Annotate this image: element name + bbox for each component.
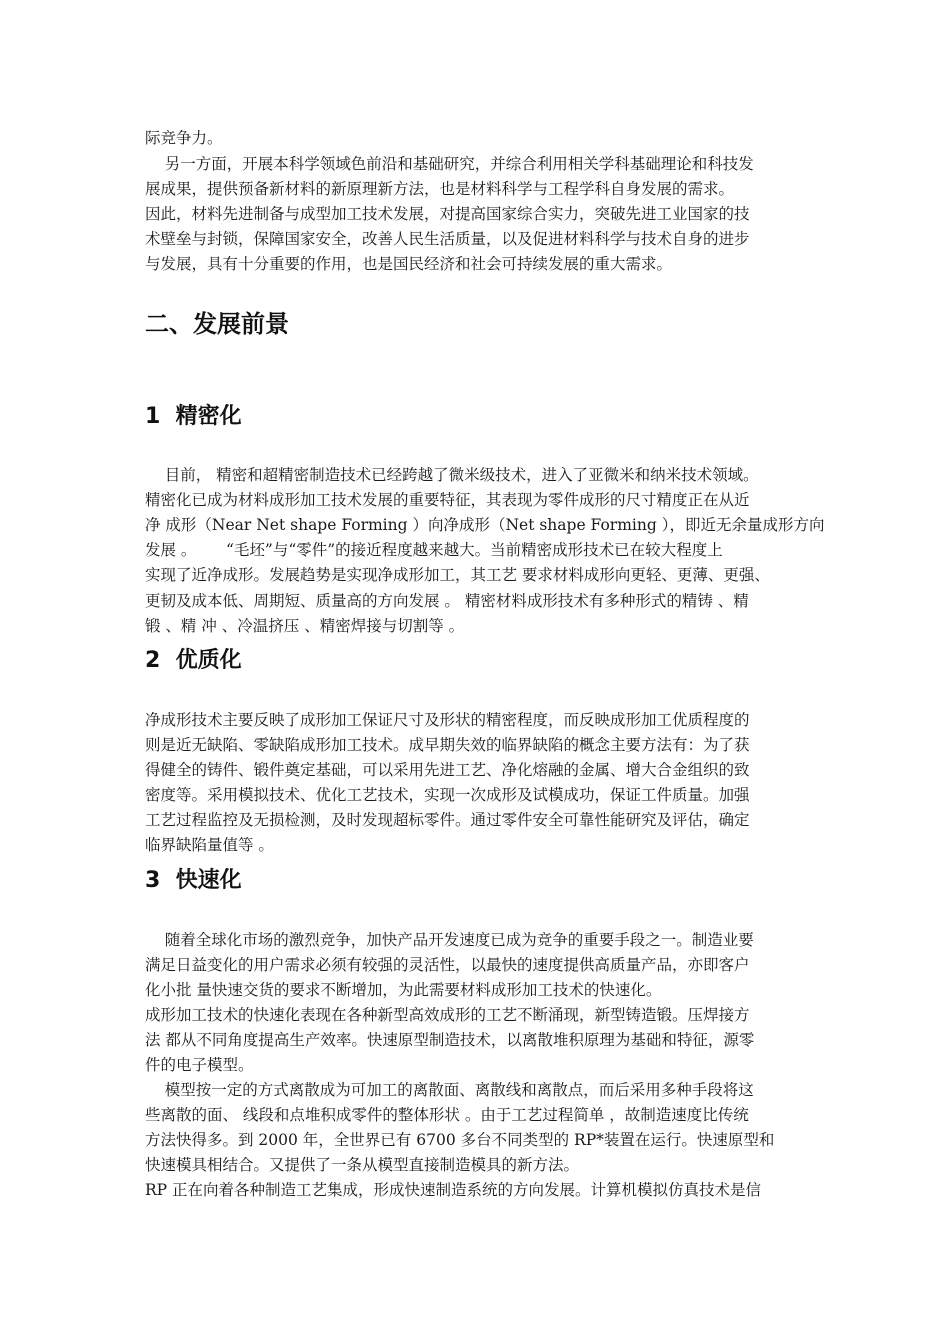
paragraph-line: 化小批 量快速交货的要求不断增加，为此需要材料成形加工技术的快速化。	[145, 981, 662, 999]
paragraph-line: 方法快得多。到 2000 年，全世界已有 6700 多台不同类型的 RP*装置在运行。快速原型和	[145, 1131, 775, 1149]
paragraph-line: 另一方面，开展本科学领域色前沿和基础研究，并综合利用相关学科基础理论和科技发	[145, 155, 754, 173]
subsection-heading: 1 精密化	[145, 404, 242, 429]
paragraph-line: RP 正在向着各种制造工艺集成，形成快速制造系统的方向发展。计算机模拟仿真技术是信	[145, 1181, 762, 1199]
paragraph-line: 因此，材料先进制备与成型加工技术发展，对提高国家综合实力，突破先进工业国家的技	[145, 205, 750, 223]
paragraph-line: 件的电子模型。	[145, 1056, 254, 1074]
paragraph-line: 密度等。采用模拟技术、优化工艺技术，实现一次成形及试模成功，保证工件质量。加强	[145, 786, 750, 804]
paragraph-line: 际竞争力。	[145, 129, 223, 147]
paragraph-line: 目前， 精密和超精密制造技术已经跨越了微米级技术，进入了亚微米和纳米技术领域。	[145, 466, 759, 484]
paragraph-line: 法 都从不同角度提高生产效率。快速原型制造技术，以离散堆积原理为基础和特征，源零	[145, 1031, 755, 1049]
paragraph-line: 些离散的面、 线段和点堆积成零件的整体形状 。由于工艺过程简单 ，故制造速度比传统	[145, 1106, 749, 1124]
paragraph-line: 精密化已成为材料成形加工技术发展的重要特征，其表现为零件成形的尺寸精度正在从近	[145, 491, 750, 509]
paragraph-line: 净 成形（Near Net shape Forming ）向净成形（Net shape Forming ），即近无余量成形方向	[145, 516, 825, 534]
paragraph-line: 与发展，具有十分重要的作用，也是国民经济和社会可持续发展的重大需求。	[145, 255, 673, 273]
paragraph-line: 快速模具相结合。又提供了一条从模型直接制造模具的新方法。	[145, 1156, 580, 1174]
paragraph-line: 满足日益变化的用户需求必须有较强的灵活性，以最快的速度提供高质量产品，亦即客户	[145, 956, 750, 974]
paragraph-line: 随着全球化市场的激烈竞争，加快产品开发速度已成为竞争的重要手段之一。制造业要	[145, 931, 754, 949]
paragraph-line: 发展 。 “毛坯”与“零件”的接近程度越来越大。当前精密成形技术已在较大程度上	[145, 541, 723, 559]
subsection-heading: 2 优质化	[145, 648, 242, 673]
paragraph-line: 更韧及成本低、周期短、质量高的方向发展 。 精密材料成形技术有多种形式的精铸 、精	[145, 592, 749, 610]
paragraph-line: 则是近无缺陷、零缺陷成形加工技术。成早期失效的临界缺陷的概念主要方法有：为了获	[145, 736, 750, 754]
paragraph-line: 成形加工技术的快速化表现在各种新型高效成形的工艺不断涌现，新型铸造锻。压焊接方	[145, 1006, 750, 1024]
paragraph-line: 锻 、精 冲 、冷温挤压 、精密焊接与切割等 。	[145, 617, 465, 635]
paragraph-line: 工艺过程监控及无损检测，及时发现超标零件。通过零件安全可靠性能研究及评估，确定	[145, 811, 750, 829]
paragraph-line: 展成果，提供预备新材料的新原理新方法，也是材料科学与工程学科自身发展的需求。	[145, 180, 735, 198]
paragraph-line: 模型按一定的方式离散成为可加工的离散面、离散线和离散点，而后采用多种手段将这	[145, 1081, 754, 1099]
subsection-heading: 3 快速化	[145, 868, 242, 893]
paragraph-line: 得健全的铸件、锻件奠定基础，可以采用先进工艺、净化熔融的金属、增大合金组织的致	[145, 761, 750, 779]
paragraph-line: 净成形技术主要反映了成形加工保证尺寸及形状的精密程度，而反映成形加工优质程度的	[145, 711, 750, 729]
section-heading: 二、发展前景	[145, 310, 289, 338]
paragraph-line: 实现了近净成形。发展趋势是实现净成形加工，其工艺 要求材料成形向更轻、更薄、更强、	[145, 566, 770, 584]
paragraph-line: 临界缺陷量值等 。	[145, 836, 274, 854]
paragraph-line: 术壁垒与封锁，保障国家安全，改善人民生活质量，以及促进材料科学与技术自身的进步	[145, 230, 750, 248]
